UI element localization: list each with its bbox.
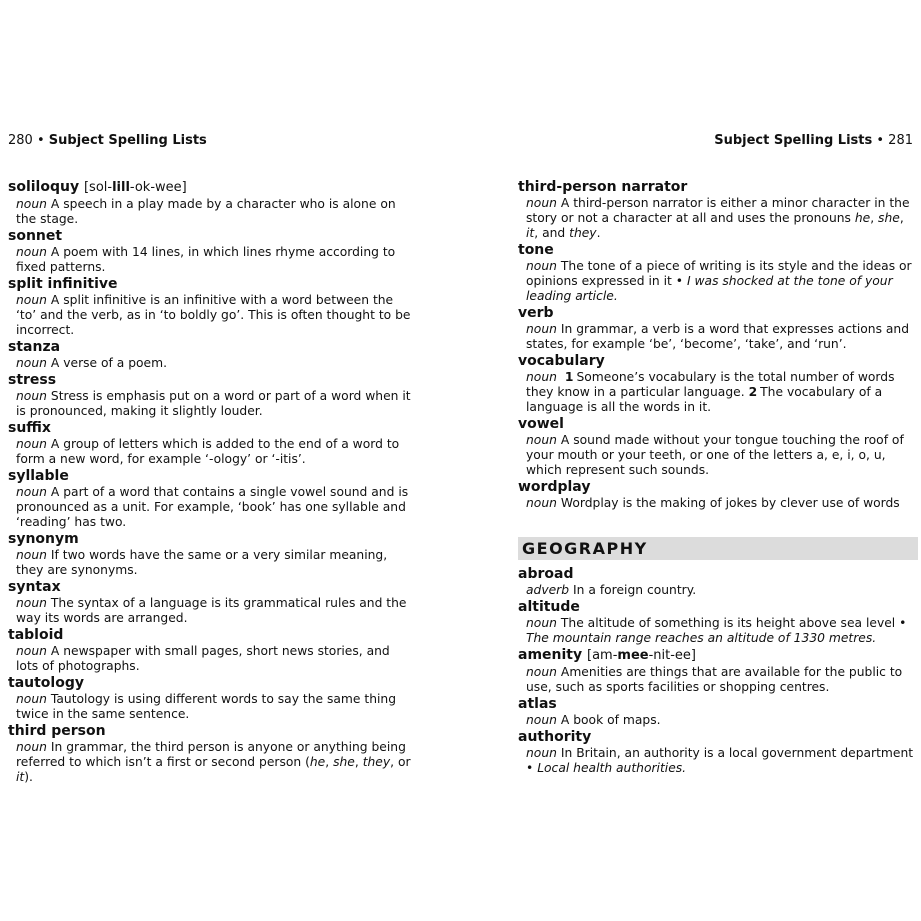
definition: noun The altitude of something is its height above sea level • The mountain range reaches an altitude of 1330 metres. bbox=[526, 616, 907, 645]
part-of-speech: noun bbox=[526, 496, 557, 510]
definition: noun A speech in a play made by a character who is alone on the stage. bbox=[16, 197, 396, 226]
running-title-left: Subject Spelling Lists bbox=[48, 133, 207, 148]
entry-tone bbox=[518, 241, 918, 304]
headword: atlas bbox=[518, 696, 557, 712]
left-page-header bbox=[8, 133, 207, 149]
example-bullet: • bbox=[526, 761, 534, 775]
definition: noun The syntax of a language is its grammatical rules and the way its words are arranged. bbox=[16, 596, 407, 625]
part-of-speech: noun bbox=[16, 356, 47, 370]
headword: vocabulary bbox=[518, 353, 605, 369]
entry-third-person bbox=[8, 722, 413, 785]
headword: third-person narrator bbox=[518, 179, 688, 195]
header-bullet-right: • bbox=[876, 133, 885, 148]
entry-amenity bbox=[518, 646, 918, 695]
headword: sonnet bbox=[8, 228, 63, 244]
right-page-header bbox=[714, 133, 913, 149]
definition: noun Wordplay is the making of jokes by clever use of words bbox=[526, 496, 900, 510]
headword: synonym bbox=[8, 531, 79, 547]
page-number-left: 280 bbox=[8, 133, 33, 148]
page-number-right: 281 bbox=[888, 133, 913, 148]
part-of-speech: noun bbox=[526, 665, 557, 679]
definition: noun 1 Someone’s vocabulary is the total number of words they know in a particular language. 2 The vocabulary of a language is all the words in it. bbox=[526, 370, 895, 414]
definition: noun Stress is emphasis put on a word or part of a word when it is pronounced, making it slightly louder. bbox=[16, 389, 411, 418]
headword: tone bbox=[518, 242, 554, 258]
example-bullet: • bbox=[675, 274, 684, 288]
entry-stress bbox=[8, 371, 413, 419]
headword: stanza bbox=[8, 339, 61, 355]
left-column bbox=[8, 178, 413, 785]
headword: third person bbox=[8, 723, 106, 739]
entry-syntax bbox=[8, 578, 413, 626]
headword: authority bbox=[518, 729, 592, 745]
part-of-speech: adverb bbox=[526, 583, 570, 597]
definition: noun The tone of a piece of writing is its style and the ideas or opinions expressed in it • I was shocked at the tone of your leading article. bbox=[526, 259, 912, 303]
example: I was shocked at the tone of your leading article. bbox=[526, 274, 893, 303]
entry-suffix bbox=[8, 419, 413, 467]
entry-tabloid bbox=[8, 626, 413, 674]
headword: split infinitive bbox=[8, 276, 118, 292]
part-of-speech: noun bbox=[526, 746, 557, 760]
part-of-speech: noun bbox=[16, 596, 47, 610]
headword: soliloquy [sol-lill-ok-wee] bbox=[8, 179, 187, 195]
entry-syllable bbox=[8, 467, 413, 530]
headword: abroad bbox=[518, 566, 574, 582]
entry-atlas bbox=[518, 695, 918, 728]
part-of-speech: noun bbox=[526, 259, 557, 273]
part-of-speech: noun bbox=[16, 437, 47, 451]
definition: noun In grammar, a verb is a word that expresses actions and states, for example ‘be’, ‘become’, ‘take’, and ‘run’. bbox=[526, 322, 910, 351]
example: The mountain range reaches an altitude of 1330 metres. bbox=[526, 631, 877, 645]
headword: syntax bbox=[8, 579, 61, 595]
definition: noun A sound made without your tongue touching the roof of your mouth or your teeth, or one of the letters a, e, i, o, u, which represent such sounds. bbox=[526, 433, 904, 477]
part-of-speech: noun bbox=[526, 322, 557, 336]
entry-authority bbox=[518, 728, 918, 776]
part-of-speech: noun bbox=[526, 433, 557, 447]
entry-soliloquy bbox=[8, 178, 413, 227]
definition: adverb In a foreign country. bbox=[526, 583, 697, 597]
part-of-speech: noun bbox=[16, 197, 47, 211]
headword: tabloid bbox=[8, 627, 64, 643]
part-of-speech: noun bbox=[16, 740, 47, 754]
sense-number: 2 bbox=[748, 385, 758, 399]
headword: tautology bbox=[8, 675, 84, 691]
part-of-speech: noun bbox=[16, 389, 47, 403]
definition: noun Tautology is using different words to say the same thing twice in the same sentence. bbox=[16, 692, 397, 721]
section-heading-geography: GEOGRAPHY bbox=[518, 537, 918, 560]
entry-tautology bbox=[8, 674, 413, 722]
definition: noun A poem with 14 lines, in which lines rhyme according to fixed patterns. bbox=[16, 245, 396, 274]
definition: noun A part of a word that contains a single vowel sound and is pronounced as a unit. For example, ‘book’ has one syllable and ‘reading’ has two. bbox=[16, 485, 409, 529]
definition: noun A book of maps. bbox=[526, 713, 661, 727]
headword: altitude bbox=[518, 599, 580, 615]
headword: amenity [am-mee-nit-ee] bbox=[518, 647, 696, 663]
entry-altitude bbox=[518, 598, 918, 646]
entry-sonnet bbox=[8, 227, 413, 275]
pronunciation: [sol-lill-ok-wee] bbox=[83, 180, 187, 195]
entry-stanza bbox=[8, 338, 413, 371]
part-of-speech: noun bbox=[16, 293, 47, 307]
right-column bbox=[518, 178, 918, 776]
part-of-speech: noun bbox=[16, 644, 47, 658]
part-of-speech: noun bbox=[16, 692, 47, 706]
headword: stress bbox=[8, 372, 57, 388]
entry-third-person-narrator bbox=[518, 178, 918, 241]
definition: noun A third-person narrator is either a minor character in the story or not a character at all and uses the pronouns he, she, it, and they. bbox=[526, 196, 910, 240]
entry-synonym bbox=[8, 530, 413, 578]
example: Local health authorities. bbox=[537, 761, 687, 775]
definition: noun A newspaper with small pages, short news stories, and lots of photographs. bbox=[16, 644, 390, 673]
headword: wordplay bbox=[518, 479, 591, 495]
entry-abroad bbox=[518, 565, 918, 598]
entry-wordplay bbox=[518, 478, 918, 511]
part-of-speech: noun bbox=[526, 713, 557, 727]
entry-verb bbox=[518, 304, 918, 352]
running-title-right: Subject Spelling Lists bbox=[714, 133, 873, 148]
definition: noun In Britain, an authority is a local government department • Local health authorities. bbox=[526, 746, 914, 775]
definition: noun A verse of a poem. bbox=[16, 356, 167, 370]
entry-split-infinitive bbox=[8, 275, 413, 338]
definition: noun A split infinitive is an infinitive with a word between the ‘to’ and the verb, as in ‘to boldly go’. This is often thought to be incorrect. bbox=[16, 293, 411, 337]
header-bullet-left: • bbox=[36, 133, 45, 148]
headword: syllable bbox=[8, 468, 69, 484]
definition: noun A group of letters which is added to the end of a word to form a new word, for example ‘-ology’ or ‘-itis’. bbox=[16, 437, 400, 466]
headword: verb bbox=[518, 305, 554, 321]
example-bullet: • bbox=[899, 616, 907, 630]
part-of-speech: noun bbox=[16, 485, 47, 499]
definition: noun Amenities are things that are available for the public to use, such as sports facilities or shopping centres. bbox=[526, 665, 903, 694]
part-of-speech: noun bbox=[526, 196, 557, 210]
entry-vocabulary bbox=[518, 352, 918, 415]
pronunciation: [am-mee-nit-ee] bbox=[587, 648, 696, 663]
entry-vowel bbox=[518, 415, 918, 478]
headword: suffix bbox=[8, 420, 51, 436]
sense-number: 1 bbox=[564, 370, 574, 384]
part-of-speech: noun bbox=[16, 245, 47, 259]
part-of-speech: noun bbox=[526, 370, 557, 384]
definition: noun In grammar, the third person is anyone or anything being referred to which isn’t a first or second person (he, she, they, or it). bbox=[16, 740, 411, 784]
definition: noun If two words have the same or a very similar meaning, they are synonyms. bbox=[16, 548, 388, 577]
part-of-speech: noun bbox=[526, 616, 557, 630]
part-of-speech: noun bbox=[16, 548, 47, 562]
headword: vowel bbox=[518, 416, 564, 432]
